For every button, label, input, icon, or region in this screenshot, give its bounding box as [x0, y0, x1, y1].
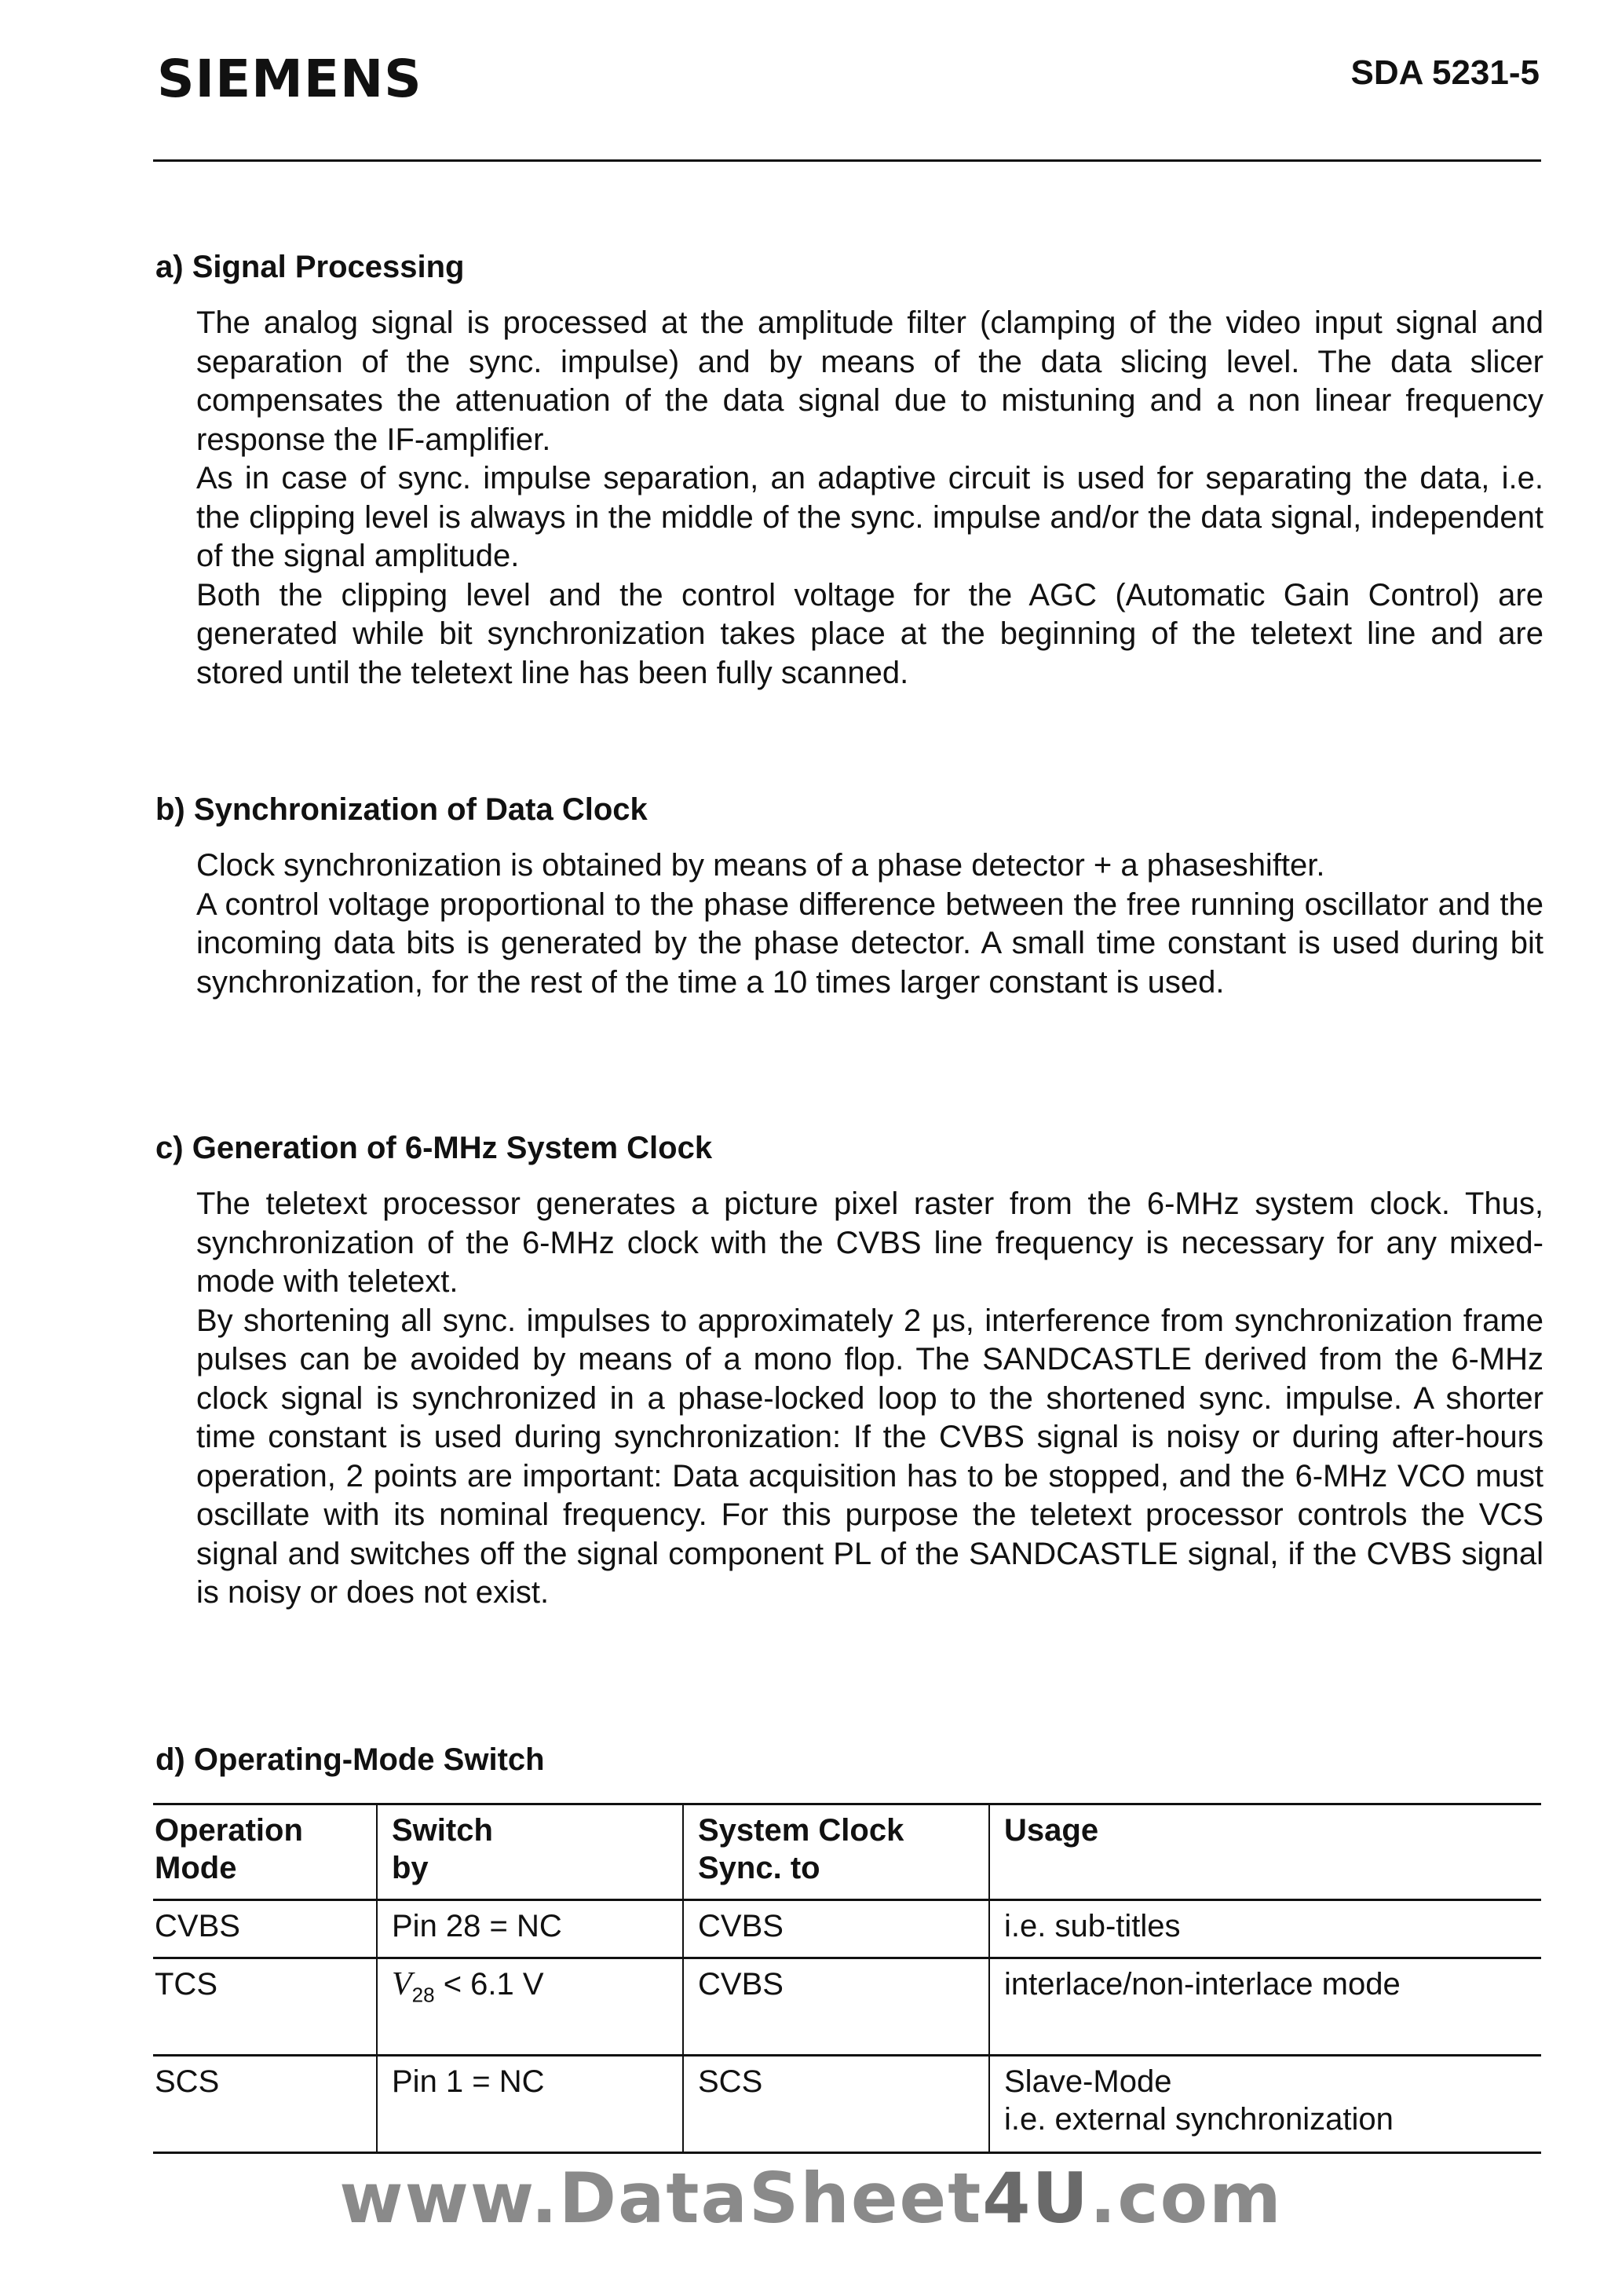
header-cell: System Clock Sync. to — [683, 1804, 989, 1900]
section-title: Generation of 6-MHz System Clock — [192, 1131, 713, 1165]
section-heading — [155, 1740, 1543, 1779]
section-label: b) — [155, 792, 185, 827]
section-heading — [155, 1128, 1543, 1168]
table-cell: Pin 1 = NC — [377, 2056, 683, 2153]
siemens-logo: SIEMENS — [157, 49, 422, 109]
header-cell: Usage — [989, 1804, 1541, 1900]
table-cell: i.e. sub-titles — [989, 1900, 1541, 1958]
section-title: Operating-Mode Switch — [193, 1742, 545, 1777]
table-cell: SCS — [683, 2056, 989, 2153]
section-body — [196, 304, 1543, 693]
paragraph: By shortening all sync. impulses to approximately 2 µs, interference from synchronization frame pulses can be avoided by means of a mono flop. The SANDCASTLE derived from the 6-MHz clock signal is synchronized in a phase-locked loop to the shortened sync. impulse. A shorter time constant is used during synchronization: If the CVBS signal is noisy or during after-hours operation, 2 points are important: Data acquisition has to be stopped, and the 6-MHz VCO must oscillate with its nominal frequency. For this purpose the teletext processor controls the VCS signal and switches off the signal component PL of the SANDCASTLE signal, if the CVBS signal is noisy or does not exist. — [196, 1303, 1543, 1610]
section-operating-mode — [155, 1740, 1543, 1779]
table-cell: TCS — [155, 1967, 217, 2002]
section-title: Synchronization of Data Clock — [193, 792, 648, 827]
table-cell: $V_{28} < 6.1$ V — [377, 1958, 683, 2056]
operating-mode-table — [153, 1803, 1541, 2154]
table-cell: interlace/non-interlace mode — [989, 1958, 1541, 2056]
header-divider — [153, 159, 1541, 162]
section-label: c) — [155, 1131, 184, 1165]
table-cell: CVBS — [683, 1900, 989, 1958]
table-cell: CVBS — [683, 1958, 989, 2056]
section-label: d) — [155, 1742, 185, 1777]
watermark-link[interactable]: www.DataSheet4U.com — [339, 2158, 1283, 2239]
paragraph: The teletext processor generates a picture pixel raster from the 6-MHz system clock. Thus, synchronization of the 6-MHz clock with the CVBS line frequency is necessary for any mixed-mode with teletext. — [196, 1186, 1543, 1299]
paragraph: Both the clipping level and the control voltage for the AGC (Automatic Gain Control) are generated while bit synchronization takes place at the beginning of the teletext line and are stored until the teletext line has been fully scanned. — [196, 577, 1543, 690]
paragraph: A control voltage proportional to the phase difference between the free running oscillator and the incoming data bits is generated by the phase detector. A small time constant is used during bit synchronization, for the rest of the time a 10 times larger constant is used. — [196, 887, 1543, 1000]
section-system-clock — [155, 1128, 1543, 1613]
section-signal-processing — [155, 247, 1543, 693]
header-cell: Operation Mode — [155, 1813, 303, 1885]
section-label: a) — [155, 250, 184, 284]
section-heading — [155, 247, 1543, 287]
section-body — [196, 1185, 1543, 1613]
table-cell: Slave-Mode i.e. external synchronization — [989, 2056, 1541, 2153]
section-data-clock-sync — [155, 790, 1543, 1002]
paragraph: Clock synchronization is obtained by means of a phase detector + a phaseshifter. — [196, 848, 1325, 883]
table-cell: SCS — [155, 2064, 220, 2099]
part-number: SDA 5231-5 — [1350, 53, 1540, 92]
section-body — [196, 846, 1543, 1002]
paragraph: The analog signal is processed at the amplitude filter (clamping of the video input signal and separation of the sync. impulse) and by means of the data slicing level. The data slicer compensates the attenuation of the data signal due to mistuning and a non linear frequency response the IF-amplifier. — [196, 305, 1543, 457]
table-cell: Pin 28 = NC — [377, 1900, 683, 1958]
paragraph: As in case of sync. impulse separation, an adaptive circuit is used for separating the data, i.e. the clipping level is always in the middle of the sync. impulse and/or the data signal, independent of the signal amplitude. — [196, 461, 1543, 573]
table-header-row — [153, 1804, 1541, 1900]
header-cell: Switch by — [377, 1804, 683, 1900]
table-row — [153, 1958, 1541, 2056]
table-row — [153, 2056, 1541, 2153]
table-row — [153, 1900, 1541, 1958]
section-title: Signal Processing — [192, 250, 465, 284]
section-heading — [155, 790, 1543, 829]
table-cell: CVBS — [155, 1909, 240, 1943]
voltage-symbol: $V_{28}$ — [392, 1966, 435, 2007]
